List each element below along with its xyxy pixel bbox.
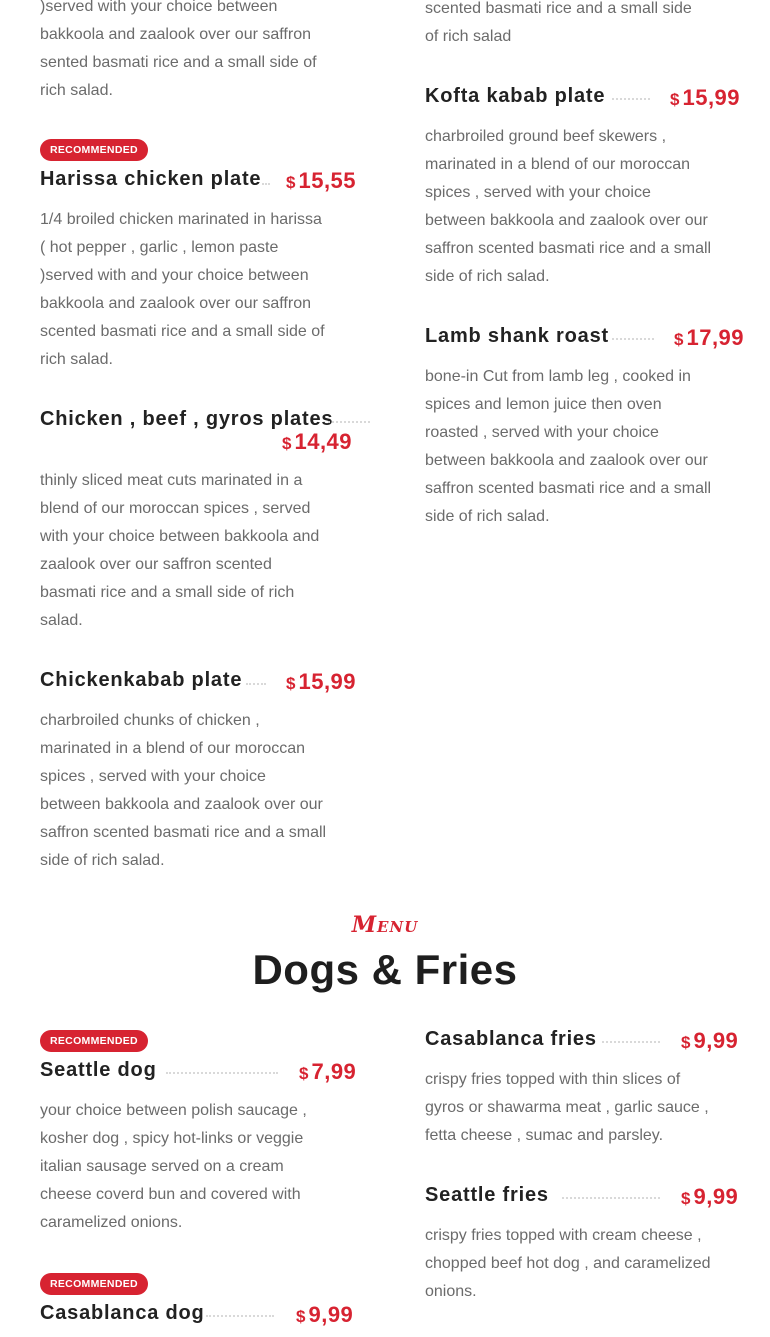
- dotted-leader: [612, 338, 654, 340]
- menu-item-price: [296, 1303, 353, 1330]
- menu-item-name: Chickenkabab plate: [40, 669, 243, 691]
- currency-symbol: $: [282, 434, 292, 453]
- dotted-leader: [562, 1197, 660, 1199]
- menu-item-name: Chicken , beef , gyros plates: [40, 408, 334, 430]
- recommended-badge: RECOMMENDED: [40, 1030, 148, 1052]
- dotted-leader: [246, 683, 266, 685]
- dotted-leader: [612, 98, 650, 100]
- price-amount: 15,99: [298, 669, 357, 694]
- price-amount: 15,55: [298, 168, 357, 193]
- menu-item-price: [299, 1060, 356, 1087]
- menu-item-price: [681, 1029, 738, 1056]
- currency-symbol: $: [286, 674, 296, 693]
- menu-item-name: Casablanca fries: [425, 1028, 597, 1050]
- item-description: charbroiled chunks of chicken , marinated in a blend of our moroccan spices , served with your choice between bakkoola and zaalook over our saffron scented basmati rice and a small side of rich salad.: [40, 712, 327, 869]
- recommended-badge: RECOMMENDED: [40, 139, 148, 161]
- menu-item-price: [282, 430, 352, 457]
- currency-symbol: $: [670, 90, 680, 109]
- currency-symbol: $: [681, 1189, 691, 1208]
- item-description: scented basmati rice and a small side of rich salad: [425, 0, 692, 45]
- menu-item-price: [681, 1185, 738, 1212]
- price-amount: 9,99: [308, 1302, 354, 1327]
- price-amount: 7,99: [311, 1059, 357, 1084]
- section-title: Dogs & Fries: [252, 946, 518, 993]
- price-amount: 14,49: [294, 429, 353, 454]
- dotted-leader: [206, 1315, 274, 1317]
- menu-item-name: Seattle dog: [40, 1059, 157, 1081]
- currency-symbol: $: [299, 1064, 309, 1083]
- currency-symbol: $: [286, 173, 296, 192]
- item-description: )served with your choice between bakkoola and zaalook over our saffron sented basmati rice and a small side of rich salad.: [40, 0, 317, 99]
- dotted-leader: [262, 183, 270, 185]
- section-eyebrow: Menu: [351, 912, 419, 938]
- menu-item-price: [674, 326, 744, 353]
- item-description: charbroiled ground beef skewers , marinated in a blend of our moroccan spices , served with your choice between bakkoola and zaalook over our saffron scented basmati rice and a small side of rich salad.: [425, 128, 712, 285]
- menu-item-price: [286, 670, 356, 697]
- menu-item-name: Kofta kabab plate: [425, 85, 606, 107]
- price-amount: 9,99: [693, 1184, 739, 1209]
- menu-item-price: [670, 86, 740, 113]
- price-amount: 17,99: [686, 325, 745, 350]
- item-description: bone-in Cut from lamb leg , cooked in spices and lemon juice then oven roasted , served with your choice between bakkoola and zaalook over our saffron scented basmati rice and a small side of rich salad.: [425, 368, 712, 525]
- menu-item-name: Seattle fries: [425, 1184, 549, 1206]
- menu-item-name: Casablanca dog: [40, 1302, 205, 1324]
- dotted-leader: [166, 1072, 278, 1074]
- menu-item-name: Lamb shank roast: [425, 325, 609, 347]
- item-description: crispy fries topped with cream cheese , chopped beef hot dog , and caramelized onions.: [425, 1227, 711, 1300]
- dotted-leader: [328, 421, 370, 423]
- item-description: crispy fries topped with thin slices of gyros or shawarma meat , garlic sauce , fetta cheese , sumac and parsley.: [425, 1071, 709, 1144]
- item-description: thinly sliced meat cuts marinated in a blend of our moroccan spices , served with your choice between bakkoola and zaalook over our saffron scented basmati rice and a small side of rich salad.: [40, 472, 320, 629]
- currency-symbol: $: [674, 330, 684, 349]
- price-amount: 15,99: [682, 85, 741, 110]
- menu-item-name: Harissa chicken plate: [40, 168, 262, 190]
- menu-item-price: [286, 169, 356, 196]
- item-description: 1/4 broiled chicken marinated in harissa ( hot pepper , garlic , lemon paste )served with and your choice between bakkoola and zaalook over our saffron scented basmati rice and a small side of rich salad.: [40, 211, 325, 368]
- currency-symbol: $: [681, 1033, 691, 1052]
- dotted-leader: [602, 1041, 660, 1043]
- price-amount: 9,99: [693, 1028, 739, 1053]
- recommended-badge: RECOMMENDED: [40, 1273, 148, 1295]
- item-description: your choice between polish saucage , kosher dog , spicy hot-links or veggie italian sausage served on a cream cheese coverd bun and covered with caramelized onions.: [40, 1102, 307, 1231]
- currency-symbol: $: [296, 1307, 306, 1326]
